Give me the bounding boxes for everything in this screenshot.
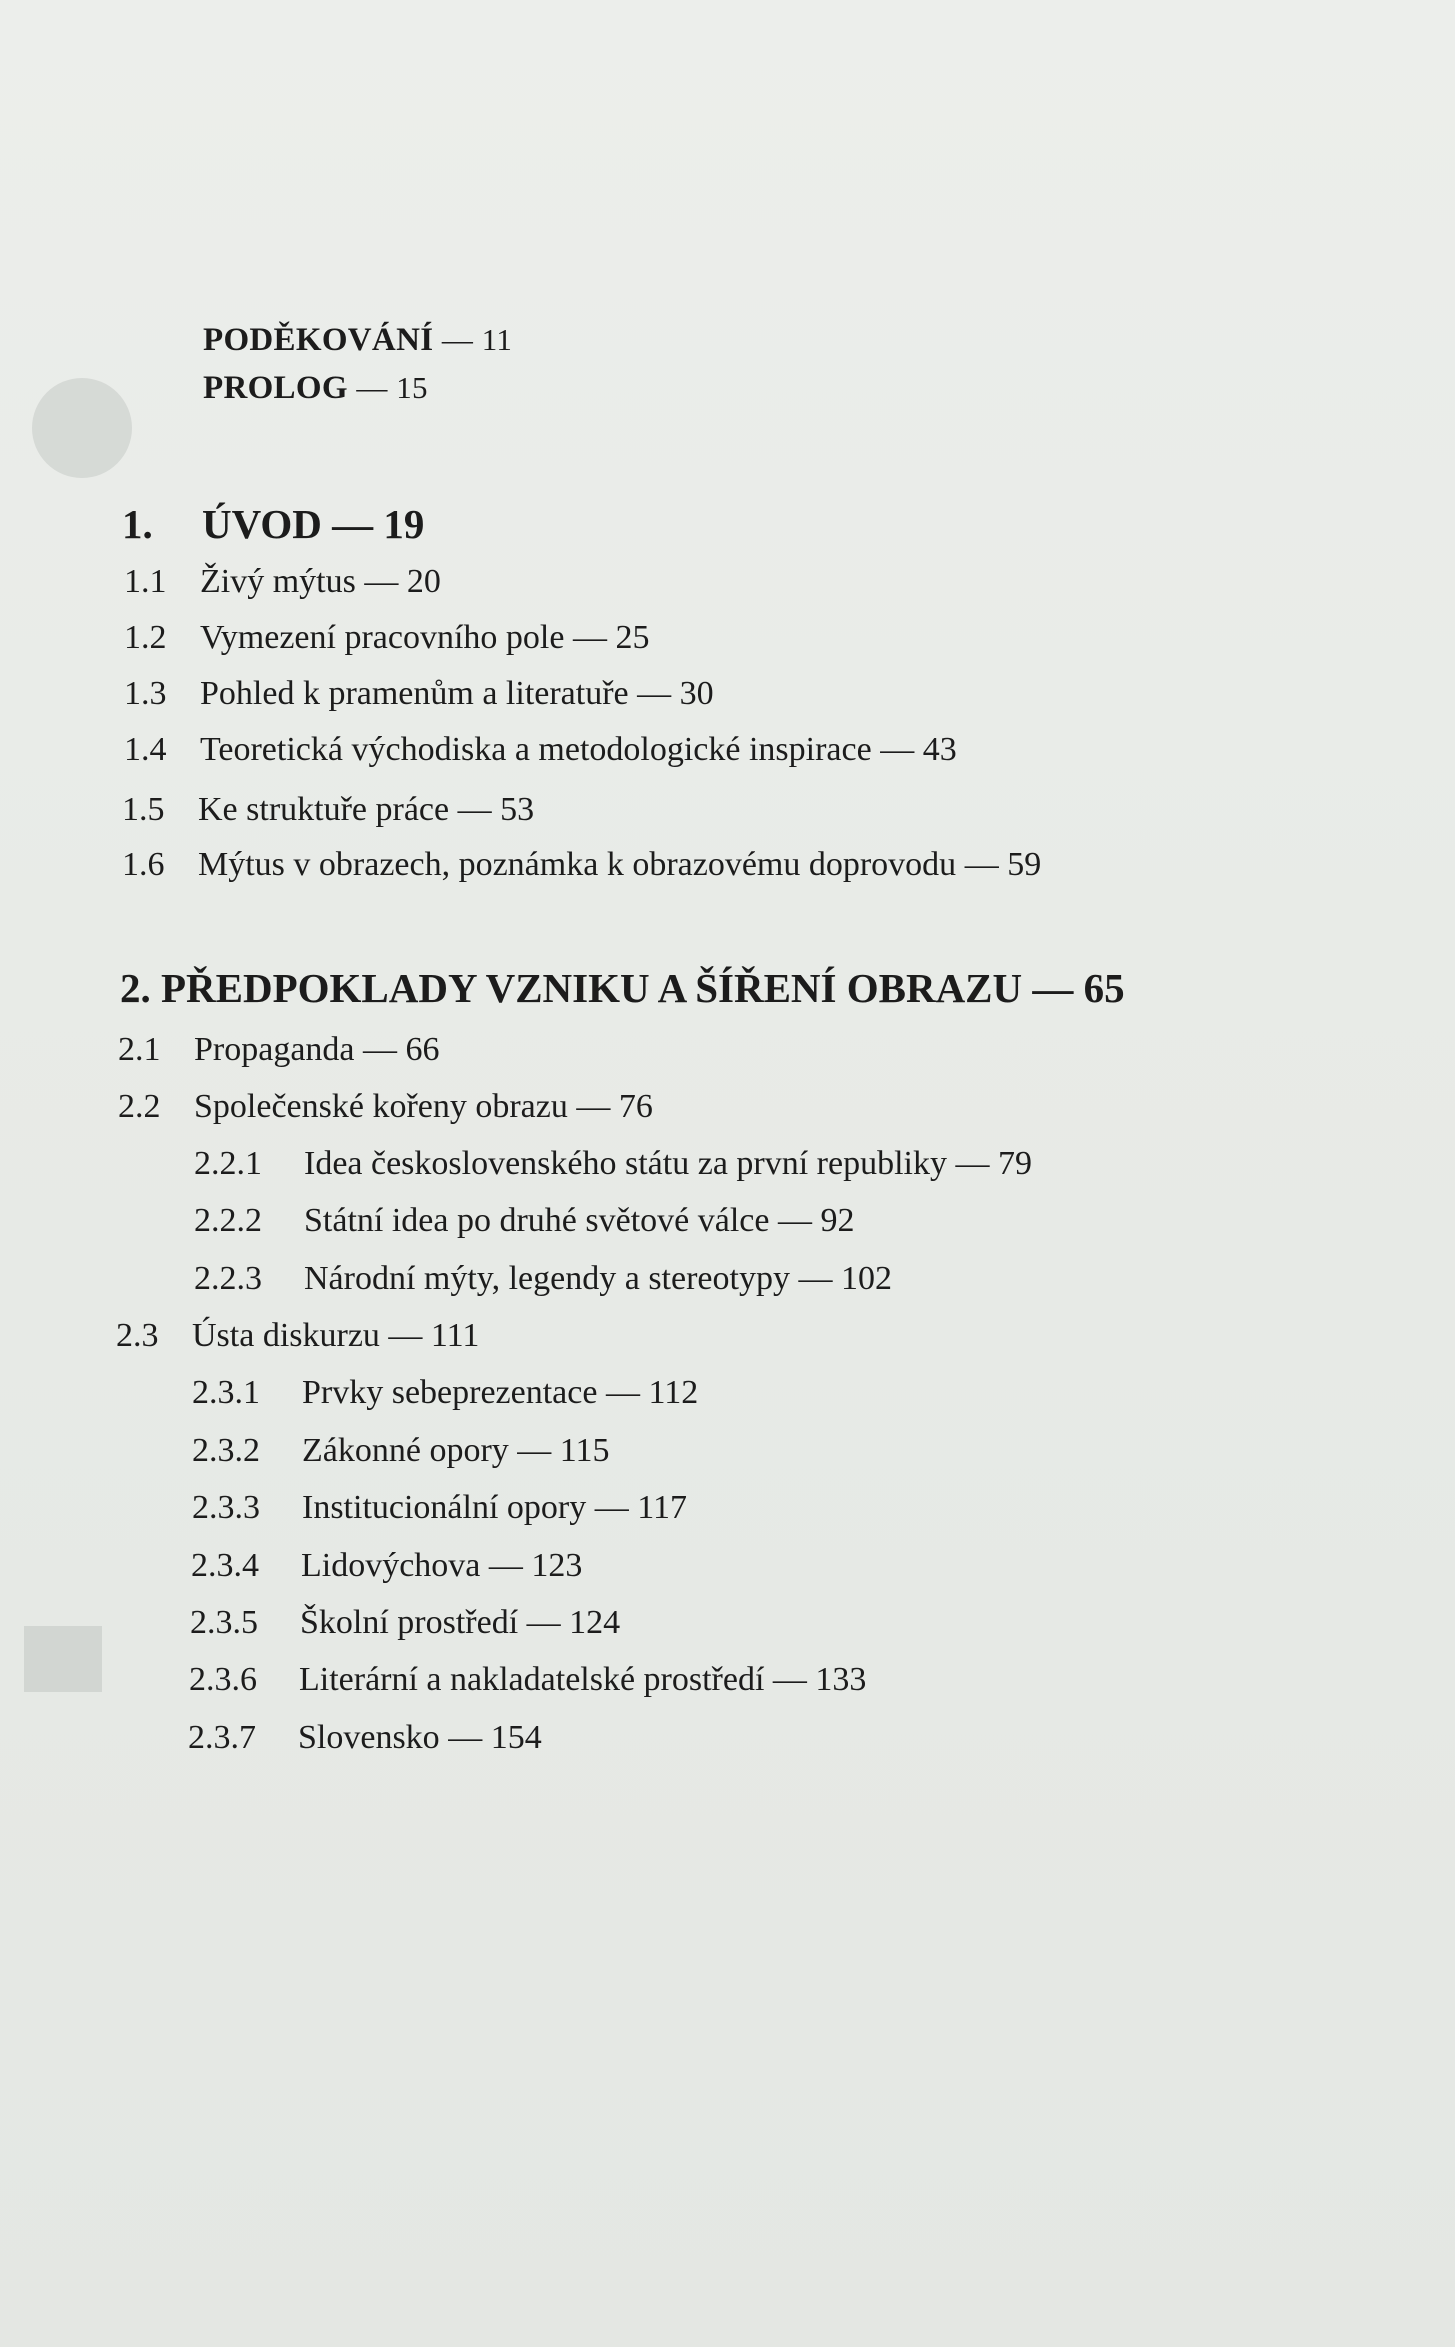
toc-entry-acknowledgements[interactable] xyxy=(203,320,512,360)
section-page: 59 xyxy=(1007,846,1042,883)
entry-separator: — xyxy=(605,1374,640,1411)
section-title: Idea československého státu za první republiky xyxy=(304,1145,947,1182)
section-page: 124 xyxy=(569,1604,621,1641)
entry-title: PROLOG xyxy=(203,370,348,406)
chapter-number: 2. xyxy=(120,965,151,1011)
section-number: 2.2.2 xyxy=(194,1202,262,1239)
chapter-title: ÚVOD xyxy=(202,501,322,547)
toc-subsection-2-2-3[interactable] xyxy=(194,1259,892,1299)
section-number: 2.3.1 xyxy=(192,1374,260,1411)
entry-title: PODĚKOVÁNÍ xyxy=(203,322,434,358)
entry-separator: — xyxy=(388,1317,423,1354)
entry-separator: — xyxy=(364,563,399,600)
section-number: 1.3 xyxy=(124,675,167,712)
entry-separator: — xyxy=(880,731,915,768)
section-title: Institucionální opory xyxy=(302,1489,587,1526)
section-number: 2.1 xyxy=(118,1031,161,1068)
section-title: Školní prostředí xyxy=(300,1604,519,1641)
entry-separator: — xyxy=(964,846,999,883)
section-number: 2.3.7 xyxy=(188,1719,256,1756)
toc-entry-prologue[interactable] xyxy=(203,368,428,408)
chapter-number: 1. xyxy=(122,501,153,547)
entry-separator: — xyxy=(576,1088,611,1125)
entry-page: 11 xyxy=(481,322,513,357)
section-number: 1.5 xyxy=(122,791,165,828)
section-page: 30 xyxy=(679,675,714,712)
toc-chapter-2[interactable] xyxy=(120,964,1125,1012)
entry-separator: — xyxy=(772,1661,807,1698)
toc-section-1-3[interactable] xyxy=(124,674,714,714)
entry-separator: — xyxy=(594,1489,629,1526)
section-title: Živý mýtus xyxy=(200,563,356,600)
section-number: 1.2 xyxy=(124,619,167,656)
toc-subsection-2-3-3[interactable] xyxy=(192,1488,687,1528)
section-number: 2.3.2 xyxy=(192,1432,260,1469)
chapter-page: 19 xyxy=(383,501,425,547)
entry-page: 15 xyxy=(396,370,428,405)
section-number: 2.3 xyxy=(116,1317,159,1354)
section-page: 76 xyxy=(618,1088,653,1125)
section-page: 66 xyxy=(405,1031,440,1068)
section-number: 2.3.4 xyxy=(191,1547,259,1584)
toc-subsection-2-3-4[interactable] xyxy=(191,1546,582,1586)
toc-subsection-2-2-1[interactable] xyxy=(194,1144,1032,1184)
section-title: Státní idea po druhé světové válce xyxy=(304,1202,770,1239)
toc-section-2-2[interactable] xyxy=(118,1087,653,1127)
entry-separator: — xyxy=(798,1260,833,1297)
section-number: 2.2.1 xyxy=(194,1145,262,1182)
entry-separator: — xyxy=(955,1145,990,1182)
section-page: 25 xyxy=(615,619,650,656)
section-title: Slovensko xyxy=(298,1719,440,1756)
section-number: 1.4 xyxy=(124,731,167,768)
section-title: Literární a nakladatelské prostředí xyxy=(299,1661,765,1698)
section-title: Prvky sebeprezentace xyxy=(302,1374,598,1411)
section-title: Ke struktuře práce xyxy=(198,791,450,828)
section-number: 2.2 xyxy=(118,1088,161,1125)
entry-separator: — xyxy=(332,501,374,547)
section-page: 154 xyxy=(490,1719,542,1756)
section-title: Pohled k pramenům a literatuře xyxy=(200,675,629,712)
section-page: 20 xyxy=(406,563,441,600)
section-title: Vymezení pracovního pole xyxy=(200,619,565,656)
entry-separator: — xyxy=(448,1719,483,1756)
toc-subsection-2-3-1[interactable] xyxy=(192,1373,698,1413)
section-number: 1.1 xyxy=(124,563,167,600)
section-page: 43 xyxy=(922,731,957,768)
section-page: 117 xyxy=(637,1489,687,1526)
entry-separator: — xyxy=(1032,965,1074,1011)
section-title: Ústa diskurzu xyxy=(192,1317,380,1354)
section-page: 92 xyxy=(820,1202,855,1239)
section-page: 79 xyxy=(997,1145,1032,1182)
section-page: 53 xyxy=(500,791,535,828)
section-title: Mýtus v obrazech, poznámka k obrazovému doprovodu xyxy=(198,846,957,883)
section-title: Národní mýty, legendy a stereotypy xyxy=(304,1260,790,1297)
entry-separator: — xyxy=(441,322,474,357)
toc-section-1-6[interactable] xyxy=(122,845,1041,885)
entry-separator: — xyxy=(572,619,607,656)
toc-section-2-3[interactable] xyxy=(116,1316,479,1356)
section-title: Zákonné opory xyxy=(302,1432,509,1469)
chapter-title: PŘEDPOKLADY VZNIKU A ŠÍŘENÍ OBRAZU xyxy=(161,965,1023,1011)
section-title: Lidovýchova xyxy=(301,1547,481,1584)
entry-separator: — xyxy=(363,1031,398,1068)
toc-section-1-2[interactable] xyxy=(124,618,649,658)
entry-separator: — xyxy=(457,791,492,828)
section-number: 2.3.6 xyxy=(189,1661,257,1698)
section-number: 2.3.5 xyxy=(190,1604,258,1641)
section-page: 111 xyxy=(430,1317,480,1354)
section-title: Propaganda xyxy=(194,1031,355,1068)
section-title: Společenské kořeny obrazu xyxy=(194,1088,568,1125)
toc-subsection-2-3-5[interactable] xyxy=(190,1603,620,1643)
toc-subsection-2-2-2[interactable] xyxy=(194,1201,854,1241)
section-page: 112 xyxy=(648,1374,699,1411)
entry-separator: — xyxy=(356,370,388,405)
entry-separator: — xyxy=(637,675,672,712)
section-page: 115 xyxy=(559,1432,610,1469)
toc-section-1-5[interactable] xyxy=(122,790,534,830)
chapter-page: 65 xyxy=(1083,965,1125,1011)
section-page: 133 xyxy=(815,1661,867,1698)
section-page: 102 xyxy=(840,1260,892,1297)
toc-section-2-1[interactable] xyxy=(118,1030,440,1070)
entry-separator: — xyxy=(777,1202,812,1239)
toc-subsection-2-3-7[interactable] xyxy=(188,1718,542,1758)
section-title: Teoretická východiska a metodologické inspirace xyxy=(200,731,872,768)
toc-section-1-4[interactable] xyxy=(124,730,957,770)
toc-chapter-1[interactable] xyxy=(122,500,424,548)
section-page: 123 xyxy=(531,1547,583,1584)
toc-subsection-2-3-6[interactable] xyxy=(189,1660,866,1700)
section-number: 2.2.3 xyxy=(194,1260,262,1297)
entry-separator: — xyxy=(517,1432,552,1469)
toc-subsection-2-3-2[interactable] xyxy=(192,1431,610,1471)
section-number: 2.3.3 xyxy=(192,1489,260,1526)
toc-section-1-1[interactable] xyxy=(124,562,441,602)
entry-separator: — xyxy=(488,1547,523,1584)
entry-separator: — xyxy=(526,1604,561,1641)
section-number: 1.6 xyxy=(122,846,165,883)
